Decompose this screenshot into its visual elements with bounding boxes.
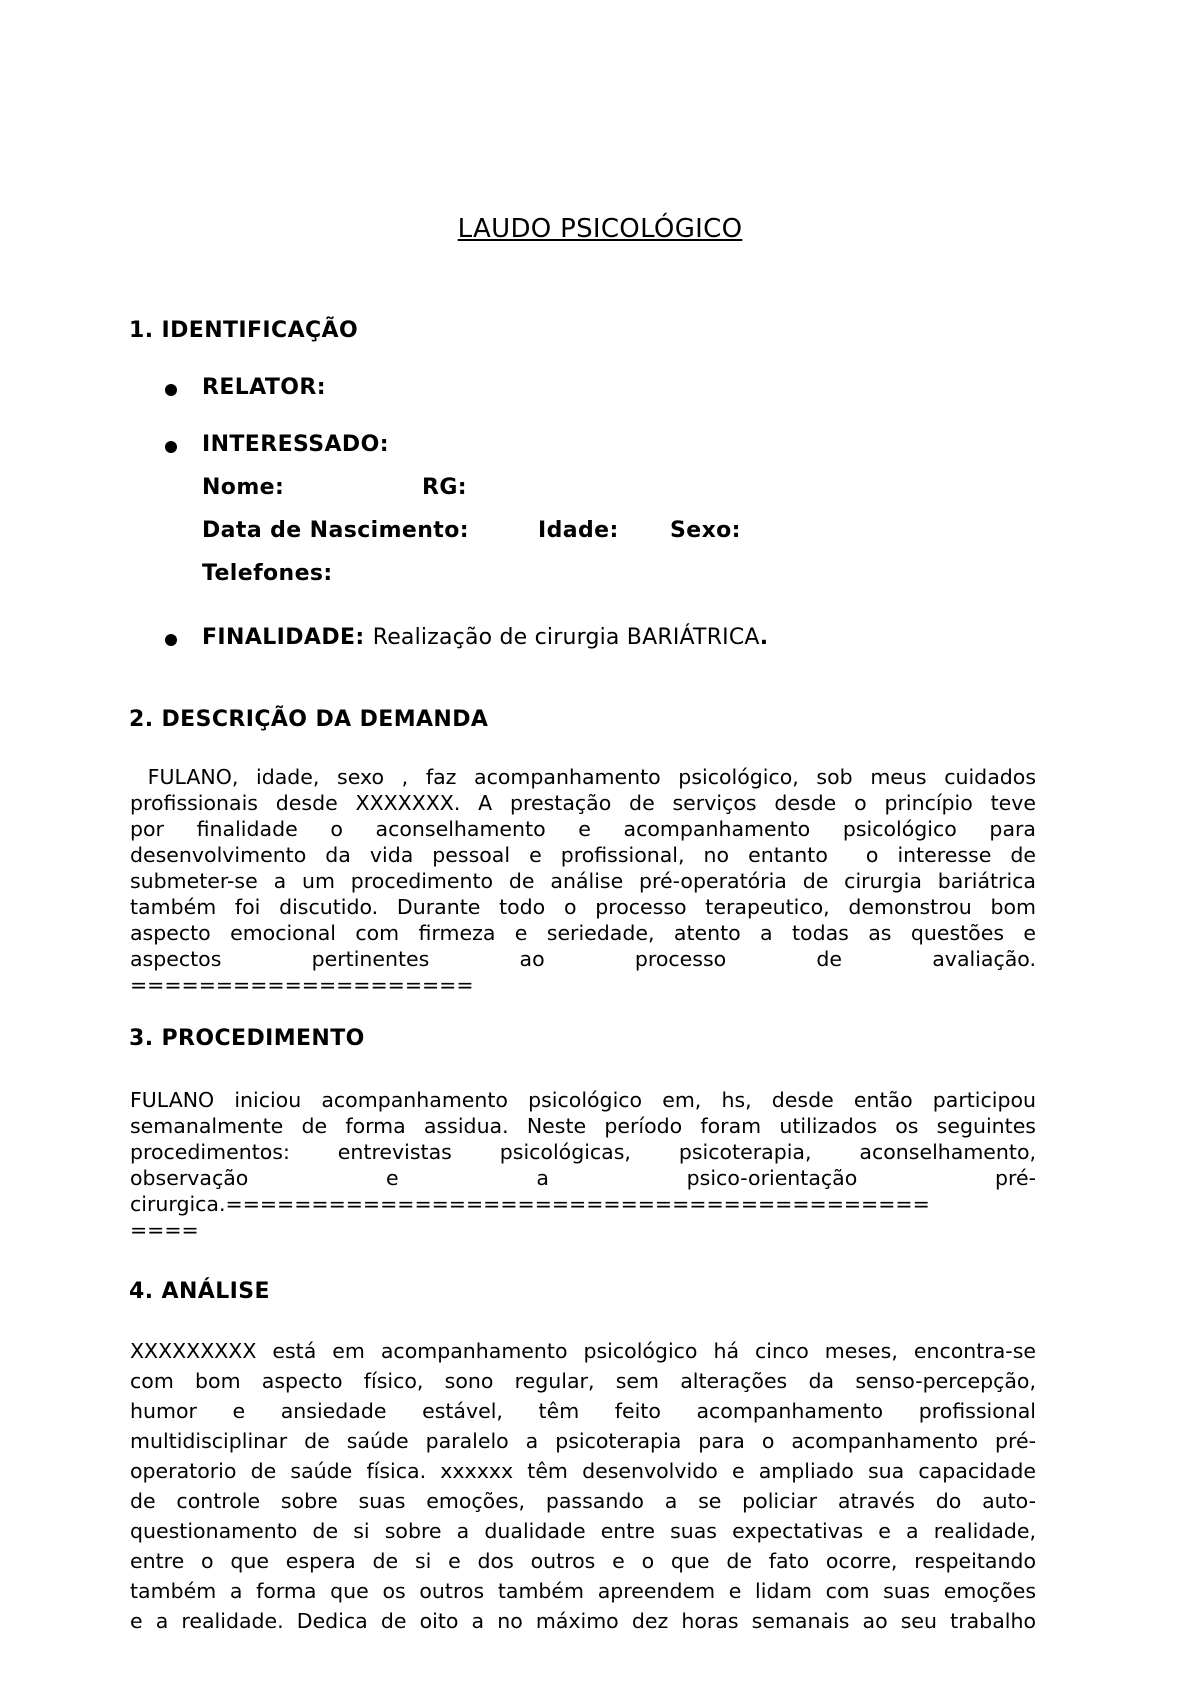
paragraph-line: também a forma que os outros também apreendem e lidam com suas emoções — [130, 1579, 1036, 1603]
paragraph-line: questionamento de si sobre a dualidade entre suas expectativas e a realidade, — [130, 1519, 1036, 1543]
paragraph-line: e a realidade. Dedica de oito a no máximo dez horas semanais ao seu trabalho — [130, 1609, 1036, 1633]
paragraph-line: FULANO, idade, sexo , faz acompanhamento psicológico, sob meus cuidados — [130, 765, 1036, 789]
paragraph-line: cirurgica.========================================= — [130, 1192, 930, 1216]
paragraph-line: ==== — [130, 1218, 199, 1242]
idade-label: Idade: — [538, 518, 619, 543]
paragraph-line: aspectos pertinentes ao processo de avaliação. — [130, 947, 1036, 971]
relator-label: RELATOR: — [202, 375, 326, 400]
procedimento-paragraph — [130, 1087, 1036, 1243]
bullet-icon — [165, 634, 177, 646]
paragraph-line: também foi discutido. Durante todo o processo terapeutico, demonstrou bom — [130, 895, 1036, 919]
paragraph-line: operatorio de saúde física. xxxxxx têm desenvolvido e ampliado sua capacidade — [130, 1459, 1036, 1483]
nome-label: Nome: — [202, 475, 285, 500]
telefones-label: Telefones: — [202, 561, 333, 586]
bullet-icon — [165, 384, 177, 396]
paragraph-line: FULANO iniciou acompanhamento psicológico em, hs, desde então participou — [130, 1088, 1036, 1112]
bullet-icon — [165, 441, 177, 453]
paragraph-line: com bom aspecto físico, sono regular, sem alterações da senso-percepção, — [130, 1369, 1036, 1393]
paragraph-line: de controle sobre suas emoções, passando a se policiar através do auto- — [130, 1489, 1036, 1513]
finalidade-period: . — [759, 625, 769, 650]
paragraph-line: humor e ansiedade estável, têm feito acompanhamento profissional — [130, 1399, 1036, 1423]
paragraph-line: desenvolvimento da vida pessoal e profissional, no entanto o interesse de — [130, 843, 1036, 867]
section-heading-identificacao: 1. IDENTIFICAÇÃO — [129, 318, 359, 343]
interessado-label: INTERESSADO: — [202, 432, 389, 457]
finalidade-label: FINALIDADE: — [202, 625, 365, 650]
data-nascimento-label: Data de Nascimento: — [202, 518, 469, 543]
section-heading-descricao: 2. DESCRIÇÃO DA DEMANDA — [129, 707, 489, 732]
finalidade-line — [202, 625, 768, 650]
paragraph-line: profissionais desde XXXXXXX. A prestação de serviços desde o princípio teve — [130, 791, 1036, 815]
document-title: LAUDO PSICOLÓGICO — [457, 214, 743, 244]
section-heading-analise: 4. ANÁLISE — [129, 1279, 270, 1304]
paragraph-line: procedimentos: entrevistas psicológicas, psicoterapia, aconselhamento, — [130, 1140, 1036, 1164]
descricao-paragraph — [130, 764, 1036, 998]
rg-label: RG: — [422, 475, 467, 500]
paragraph-line: aspecto emocional com firmeza e seriedade, atento a todas as questões e — [130, 921, 1036, 945]
paragraph-line: XXXXXXXXX está em acompanhamento psicológico há cinco meses, encontra-se — [130, 1339, 1036, 1363]
sexo-label: Sexo: — [670, 518, 741, 543]
finalidade-value: Realização de cirurgia BARIÁTRICA — [372, 625, 760, 650]
section-heading-procedimento: 3. PROCEDIMENTO — [129, 1026, 365, 1051]
paragraph-line: entre o que espera de si e dos outros e o que de fato ocorre, respeitando — [130, 1549, 1036, 1573]
paragraph-line: por finalidade o aconselhamento e acompanhamento psicológico para — [130, 817, 1036, 841]
paragraph-line: observação e a psico-orientação pré- — [130, 1166, 1036, 1190]
paragraph-line: submeter-se a um procedimento de análise pré-operatória de cirurgia bariátrica — [130, 869, 1036, 893]
paragraph-line: semanalmente de forma assidua. Neste período foram utilizados os seguintes — [130, 1114, 1036, 1138]
paragraph-line: ==================== — [130, 973, 474, 997]
analise-paragraph — [130, 1336, 1036, 1636]
paragraph-line: multidisciplinar de saúde paralelo a psicoterapia para o acompanhamento pré- — [130, 1429, 1036, 1453]
